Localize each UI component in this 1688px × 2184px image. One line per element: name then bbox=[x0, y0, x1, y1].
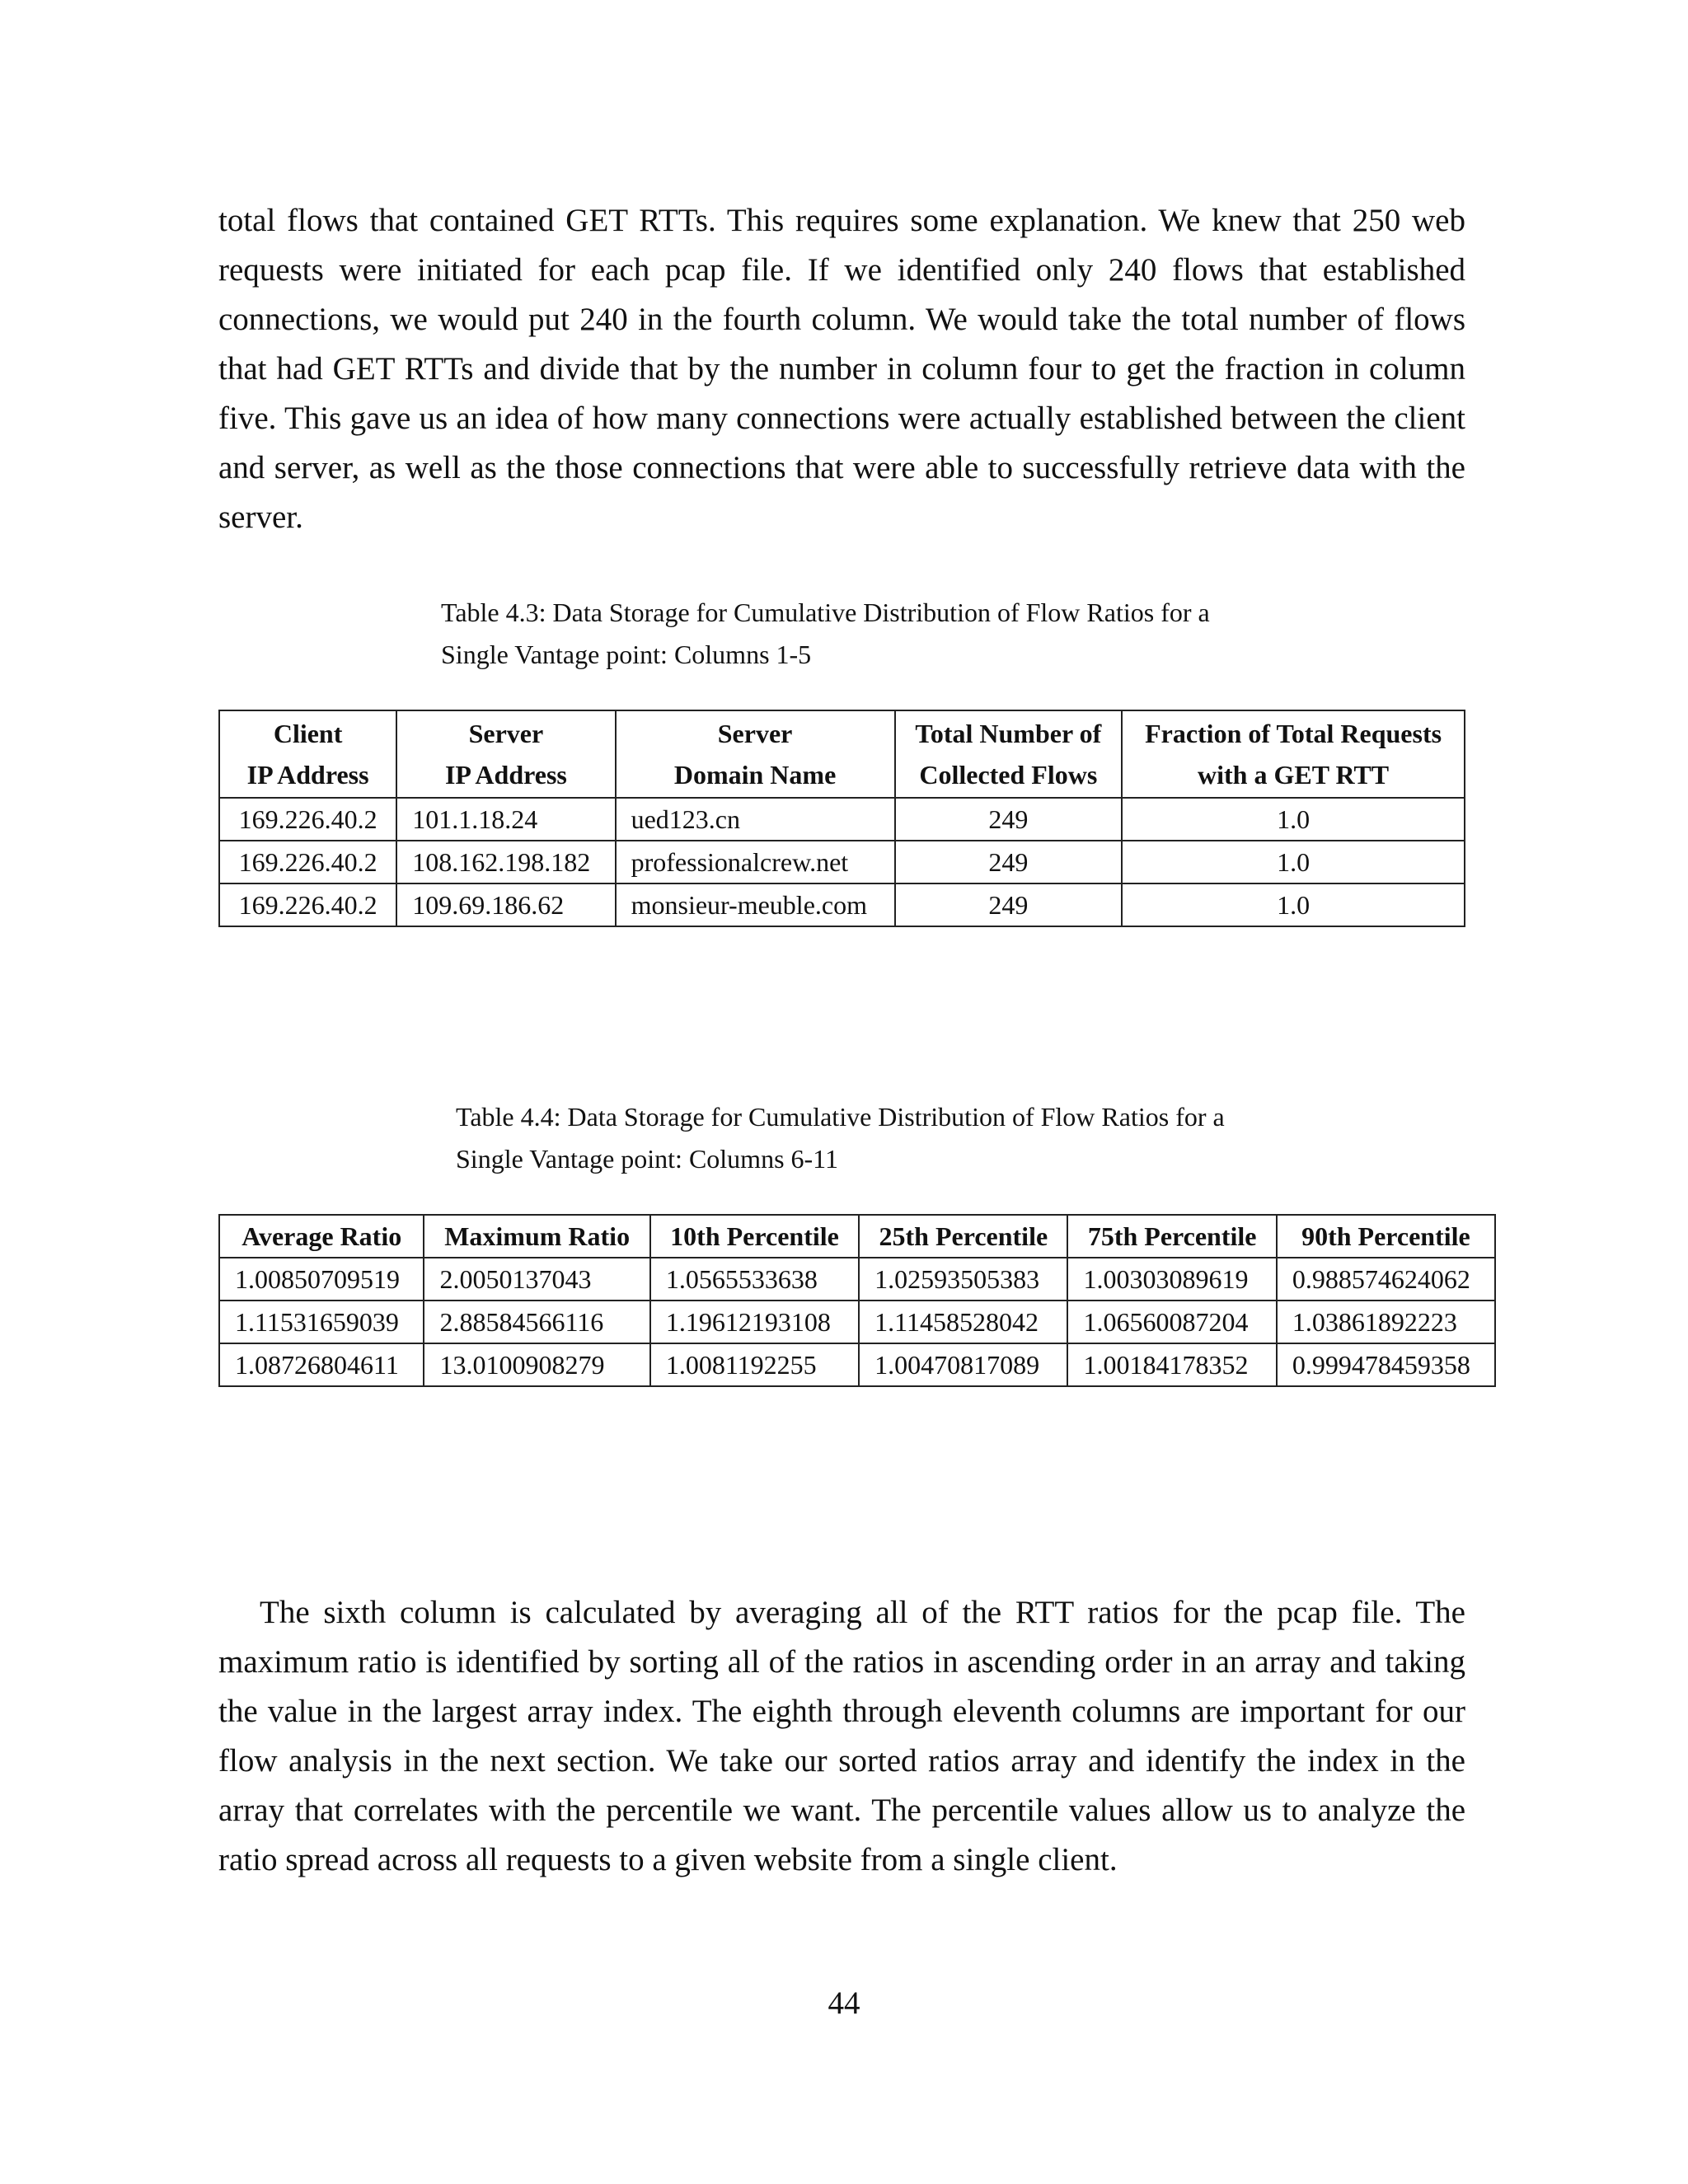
table-cell: 13.0100908279 bbox=[424, 1343, 649, 1386]
table-row bbox=[219, 1343, 1495, 1386]
header-75th-percentile: 75th Percentile bbox=[1067, 1215, 1276, 1258]
table-cell: 249 bbox=[895, 798, 1123, 841]
table-header-row bbox=[219, 710, 1465, 798]
caption-line-2: Single Vantage point: Columns 6-11 bbox=[456, 1144, 838, 1174]
table-cell: 1.0565533638 bbox=[650, 1258, 859, 1301]
header-25th-percentile: 25th Percentile bbox=[859, 1215, 1067, 1258]
table-header-row bbox=[219, 1215, 1495, 1258]
table-cell: 108.162.198.182 bbox=[396, 841, 615, 883]
header-client-ip: Client IP Address bbox=[219, 710, 396, 798]
table-cell: 1.03861892223 bbox=[1277, 1301, 1495, 1343]
table-row bbox=[219, 841, 1465, 883]
table-row bbox=[219, 1301, 1495, 1343]
table-cell: 0.999478459358 bbox=[1277, 1343, 1495, 1386]
table-cell: 1.0 bbox=[1122, 883, 1465, 926]
table-cell: 169.226.40.2 bbox=[219, 798, 396, 841]
table-cell: 1.11531659039 bbox=[219, 1301, 424, 1343]
table-cell: 1.19612193108 bbox=[650, 1301, 859, 1343]
header-maximum-ratio: Maximum Ratio bbox=[424, 1215, 649, 1258]
table-cell: 1.0 bbox=[1122, 841, 1465, 883]
table-row bbox=[219, 798, 1465, 841]
table-cell: 1.0081192255 bbox=[650, 1343, 859, 1386]
table-cell: 169.226.40.2 bbox=[219, 883, 396, 926]
table-cell: 1.00303089619 bbox=[1067, 1258, 1276, 1301]
table-cell: 1.00184178352 bbox=[1067, 1343, 1276, 1386]
table-cell: 2.0050137043 bbox=[424, 1258, 649, 1301]
table-4-3-caption bbox=[441, 592, 1273, 676]
table-4-4-caption bbox=[456, 1096, 1288, 1180]
table-cell: 1.00850709519 bbox=[219, 1258, 424, 1301]
paragraph-flows-explanation: total flows that contained GET RTTs. This requires some explanation. We knew that 250 web requests were initiated for each pcap file. If we identified only 240 flows that established connections, we would put 240 in the fourth column. We would take the total number of flows that had GET RTTs and divide that by the number in column four to get the fraction in column five. This gave us an idea of how many connections were actually established between the client and server, as well as the those connections that were able to successfully retrieve data with the server. bbox=[218, 203, 1465, 535]
table-cell: 1.06560087204 bbox=[1067, 1301, 1276, 1343]
table-cell: 1.11458528042 bbox=[859, 1301, 1067, 1343]
page-number: 44 bbox=[828, 1985, 860, 2021]
table-cell: professionalcrew.net bbox=[616, 841, 895, 883]
table-cell: 0.988574624062 bbox=[1277, 1258, 1495, 1301]
table-4-4 bbox=[218, 1214, 1496, 1387]
table-row bbox=[219, 883, 1465, 926]
caption-line-2: Single Vantage point: Columns 1-5 bbox=[441, 640, 812, 669]
header-server-domain: Server Domain Name bbox=[616, 710, 895, 798]
header-90th-percentile: 90th Percentile bbox=[1277, 1215, 1495, 1258]
table-cell: 101.1.18.24 bbox=[396, 798, 615, 841]
header-10th-percentile: 10th Percentile bbox=[650, 1215, 859, 1258]
table-cell: 1.02593505383 bbox=[859, 1258, 1067, 1301]
table-4-3 bbox=[218, 710, 1465, 927]
table-cell: 249 bbox=[895, 841, 1123, 883]
table-cell: 1.08726804611 bbox=[219, 1343, 424, 1386]
table-cell: 1.00470817089 bbox=[859, 1343, 1067, 1386]
header-average-ratio: Average Ratio bbox=[219, 1215, 424, 1258]
caption-line-1: Table 4.4: Data Storage for Cumulative Distribution of Flow Ratios for a bbox=[456, 1102, 1225, 1132]
paragraph-column-calculations: The sixth column is calculated by averaging all of the RTT ratios for the pcap file. The maximum ratio is identified by sorting all of the ratios in ascending order in an array and taking the value in the largest array index. The eighth through eleventh columns are important for our flow analysis in the next section. We take our sorted ratios array and identify the index in the array that correlates with the percentile we want. The percentile values allow us to analyze the ratio spread across all requests to a given website from a single client. bbox=[218, 1595, 1465, 1877]
table-cell: 109.69.186.62 bbox=[396, 883, 615, 926]
table-cell: 2.88584566116 bbox=[424, 1301, 649, 1343]
header-total-flows: Total Number of Collected Flows bbox=[895, 710, 1123, 798]
table-cell: 1.0 bbox=[1122, 798, 1465, 841]
header-server-ip: Server IP Address bbox=[396, 710, 615, 798]
header-fraction-get-rtt: Fraction of Total Requests with a GET RTT bbox=[1122, 710, 1465, 798]
caption-line-1: Table 4.3: Data Storage for Cumulative Distribution of Flow Ratios for a bbox=[441, 598, 1210, 627]
table-row bbox=[219, 1258, 1495, 1301]
table-cell: 249 bbox=[895, 883, 1123, 926]
table-cell: monsieur-meuble.com bbox=[616, 883, 895, 926]
table-cell: 169.226.40.2 bbox=[219, 841, 396, 883]
table-cell: ued123.cn bbox=[616, 798, 895, 841]
